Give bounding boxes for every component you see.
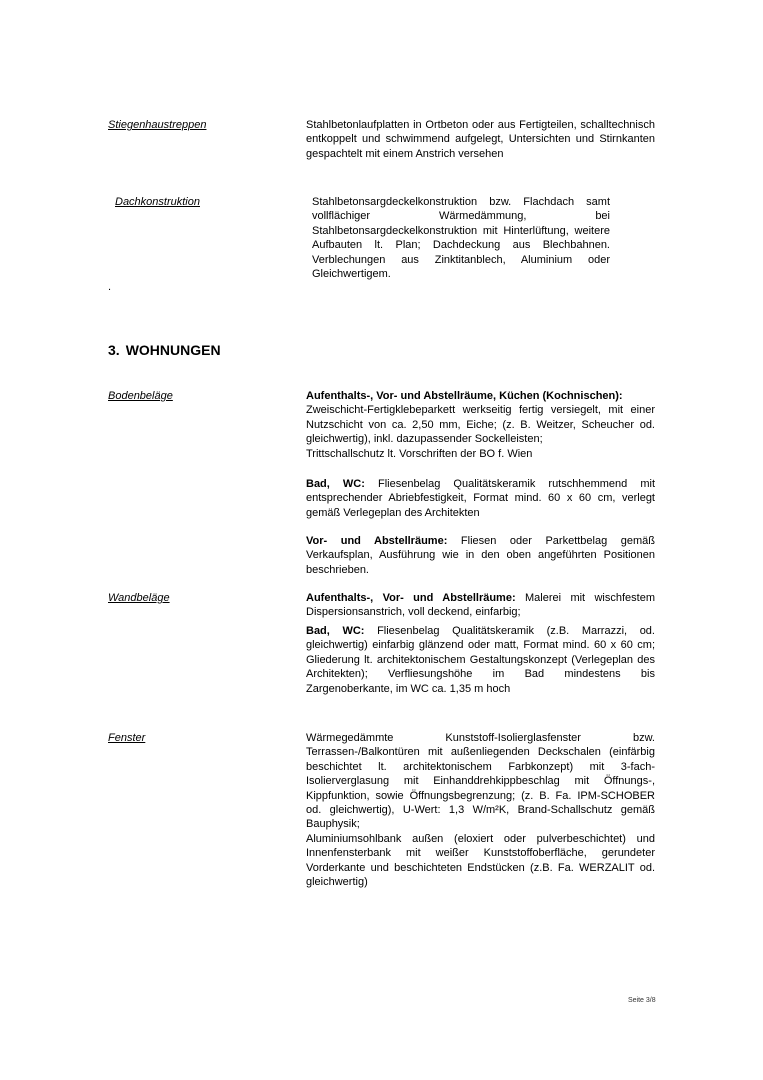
section-label-fenster: Fenster: [108, 732, 146, 744]
bodenbelaege-p3-text: Fliesen oder Parkettbelag gemäß Verkaufsplan, Ausführung wie in den oben angeführten Positionen beschrieben.: [306, 535, 655, 576]
bodenbelaege-paragraph-1: [306, 389, 655, 461]
wandbelaege-p2-lead: Bad, WC:: [306, 625, 365, 637]
section-text-dachkonstruktion: Stahlbetonsargdeckelkonstruktion bzw. Flachdach samt vollflächiger Wärmedämmung, bei Stahlbetonsargdeckelkonstruktion mit Hinterlüftung, weitere Aufbauten lt. Plan; Dachdeckung aus Blechbahnen. Verblechungen aus Zinktitanblech, Aluminium oder Gleichwertigem.: [312, 196, 610, 281]
fenster-text-2: Aluminiumsohlbank außen (eloxiert oder pulverbeschichtet) und Innenfensterbank mit weißer Kunststoffoberfläche, gerundeter Vorderkante und beschichteten Endstücken (z.B. Fa. WERZALIT od. gleichwertig): [306, 832, 655, 889]
wandbelaege-p1-lead: Aufenthalts-, Vor- und Abstellräume:: [306, 592, 516, 604]
bodenbelaege-p2-text: Fliesenbelag Qualitätskeramik rutschhemmend mit entsprechender Abriebfestigkeit, Format mind. 60 x 60 cm, verlegt gemäß Verlegeplan des Architekten: [306, 478, 656, 519]
bodenbelaege-p1-text2: Trittschallschutz lt. Vorschriften der BO f. Wien: [306, 447, 533, 460]
fenster-text-1: Wärmegedämmte Kunststoff-Isolierglasfenster bzw. Terrassen-/Balkontüren mit außenliegenden Deckschalen (einfärbig beschichtet lt. architektonischem Farbkonzept) mit 3-fach-Isolierverglasung mit Einhanddrehkippbeschlag mit Öffnungs-, Kippfunktion, sowie Öffnungsbegrenzung; (z. B. Fa. IPM-SCHOBER od. gleichwertig), U-Wert: 1,3 W/m²K, Brand-Schallschutz gemäß Bauphysik;: [306, 732, 655, 831]
page-number: Seite 3/8: [628, 997, 656, 1004]
section-heading-number: 3.: [108, 342, 120, 358]
bodenbelaege-p1-text: Zweischicht-Fertigklebeparkett werkseitig fertig versiegelt, mit einer Nutzschicht von ca. 2,50 mm, Eiche; (z. B. Weitzer, Scheucher od. gleichwertig), inkl. dazupassender Sockelleisten;: [306, 404, 655, 446]
bodenbelaege-p3-lead: Vor- und Abstellräume:: [306, 535, 448, 547]
section-label-dachkonstruktion: Dachkonstruktion: [115, 196, 200, 208]
section-text-stiegenhaustreppen: Stahlbetonlaufplatten in Ortbeton oder aus Fertigteilen, schalltechnisch entkoppelt und schwimmend aufgelegt, Untersichten und Stirnkanten gespachtelt mit einem Anstrich versehen: [306, 119, 655, 160]
wandbelaege-p2-text: Fliesenbelag Qualitätskeramik (z.B. Marrazzi, od. gleichwertig) einfarbig glänzend oder matt, Format mind. 60 x 60 cm; Gliederung lt. architektonischem Gestaltungskonzept (Verlegeplan des Architekten); Verfliesungshöhe im Bad mindestens bis Zargenoberkante, im WC ca. 1,35 m hoch: [306, 625, 655, 695]
wandbelaege-paragraph-1: [306, 591, 655, 620]
section-heading-title: WOHNUNGEN: [125, 342, 221, 358]
bodenbelaege-p2-lead: Bad, WC:: [306, 478, 365, 490]
section-heading: [108, 343, 221, 357]
bodenbelaege-p1-lead: Aufenthalts-, Vor- und Abstellräume, Küchen (Kochnischen):: [306, 390, 623, 402]
wandbelaege-p1-text: Malerei mit wischfestem Dispersionsanstrich, voll deckend, einfarbig;: [306, 592, 655, 619]
stray-dot: .: [108, 281, 112, 293]
section-label-wandbelaege: Wandbeläge: [108, 592, 170, 604]
bodenbelaege-paragraph-2: [306, 477, 655, 520]
fenster-paragraph: [306, 731, 655, 889]
section-label-stiegenhaustreppen: Stiegenhaustreppen: [108, 119, 207, 131]
wandbelaege-paragraph-2: [306, 624, 655, 696]
bodenbelaege-paragraph-3: [306, 534, 655, 577]
section-label-bodenbelaege: Bodenbeläge: [108, 390, 173, 402]
